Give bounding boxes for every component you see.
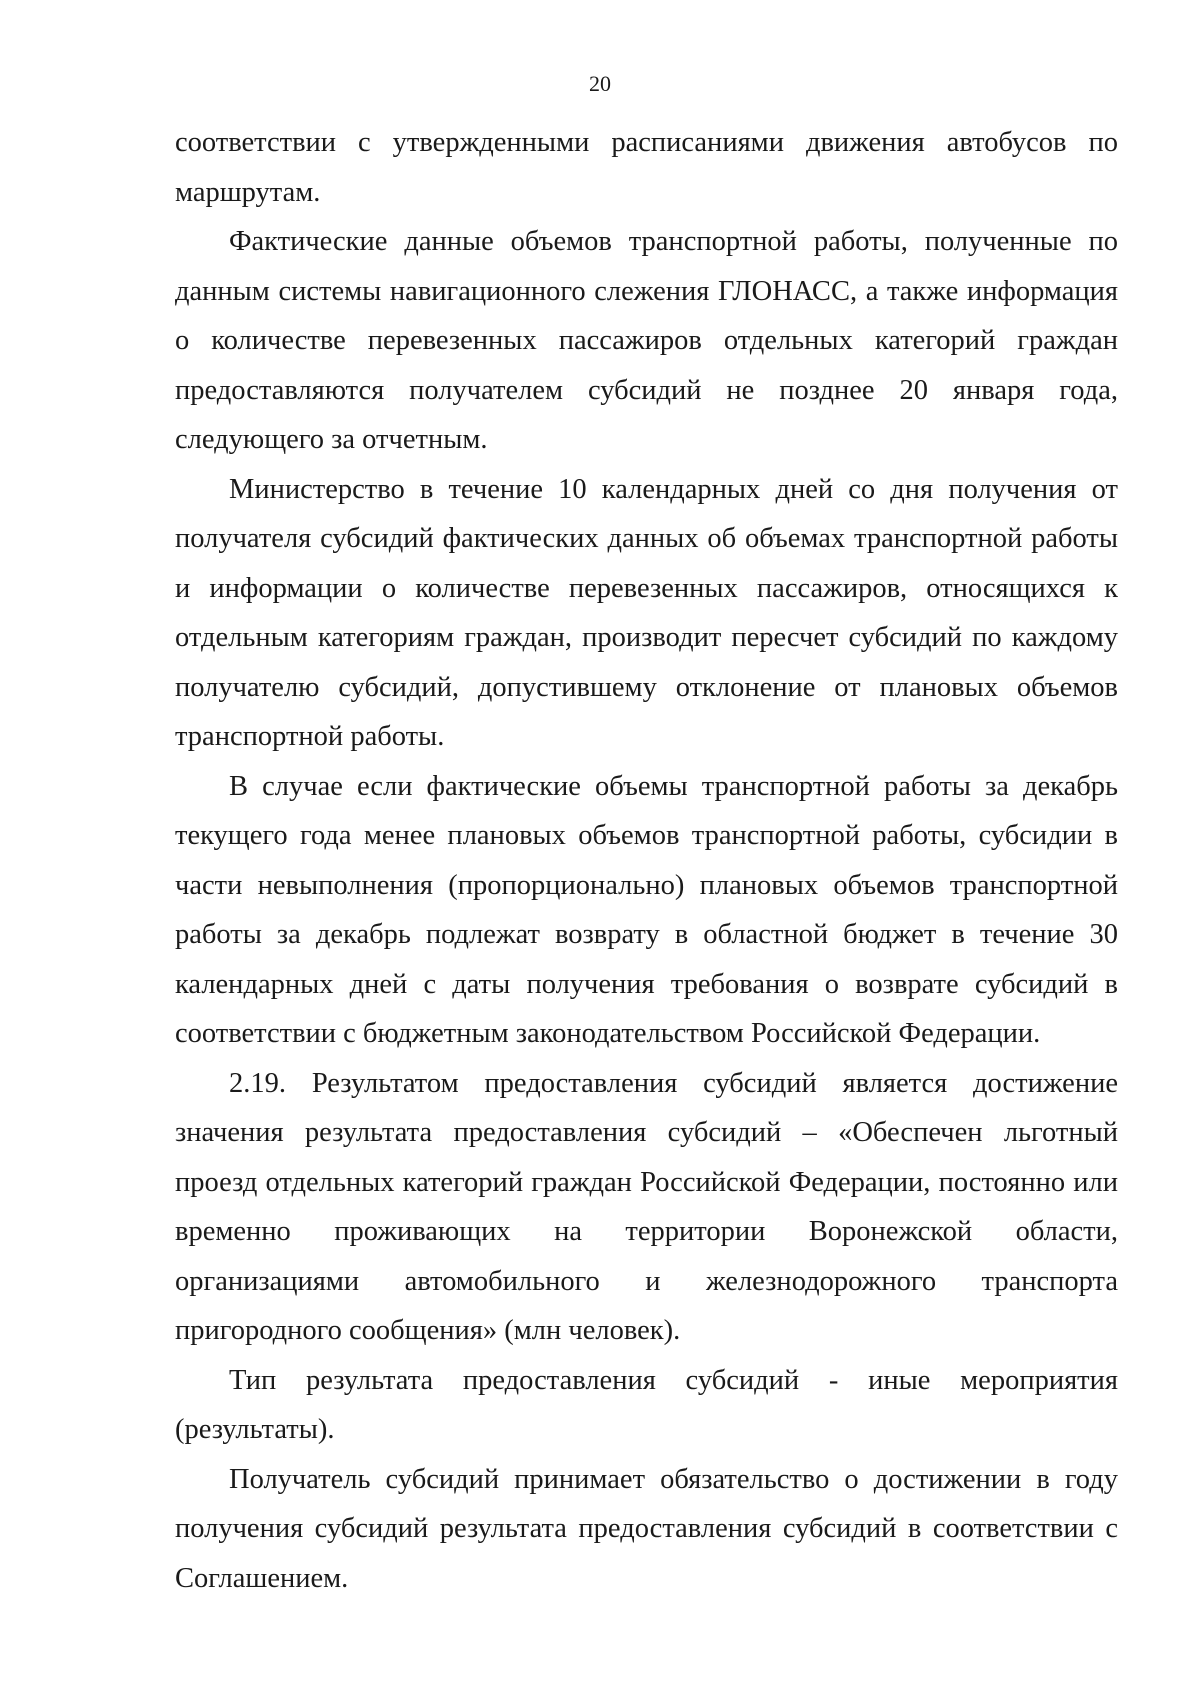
paragraph-ministry-recalculation: Министерство в течение 10 календарных дней со дня получения от получателя субсидий фактических данных об объемах транспортной работы и информации о количестве перевезенных пассажиров, относящихся к отдельным категориям граждан, производит пересчет субсидий по каждому получателю субсидий, допустившему отклонение от плановых объемов транспортной работы. bbox=[175, 473, 1118, 752]
page-number: 20 bbox=[589, 71, 611, 96]
paragraph-december-refund: В случае если фактические объемы транспортной работы за декабрь текущего года менее плановых объемов транспортной работы, субсидии в части невыполнения (пропорционально) плановых объемов транспортной работы за декабрь подлежат возврату в областной бюджет в течение 30 календарных дней с даты получения требования о возврате субсидий в соответствии с бюджетным законодательством Российской Федерации. bbox=[175, 770, 1118, 1049]
paragraph-result-type: Тип результата предоставления субсидий - иные мероприятия (результаты). bbox=[175, 1364, 1118, 1445]
paragraph-glonass-data: Фактические данные объемов транспортной работы, полученные по данным системы навигационного слежения ГЛОНАСС, а также информация о количестве перевезенных пассажиров отдельных категорий граждан предоставляются получателем субсидий не позднее 20 января года, следующего за отчетным. bbox=[175, 226, 1118, 455]
paragraph-continuation: соответствии с утвержденными расписаниями движения автобусов по маршрутам. bbox=[175, 127, 1118, 208]
document-body bbox=[175, 118, 1118, 1603]
paragraph-obligation: Получатель субсидий принимает обязательство о достижении в году получения субсидий результата предоставления субсидий в соответствии с Соглашением. bbox=[175, 1463, 1118, 1594]
paragraph-2-19-result: 2.19. Результатом предоставления субсидий является достижение значения результата предоставления субсидий – «Обеспечен льготный проезд отдельных категорий граждан Российской Федерации, постоянно или временно проживающих на территории Воронежской области, организациями автомобильного и железнодорожного транспорта пригородного сообщения» (млн человек). bbox=[175, 1067, 1118, 1346]
